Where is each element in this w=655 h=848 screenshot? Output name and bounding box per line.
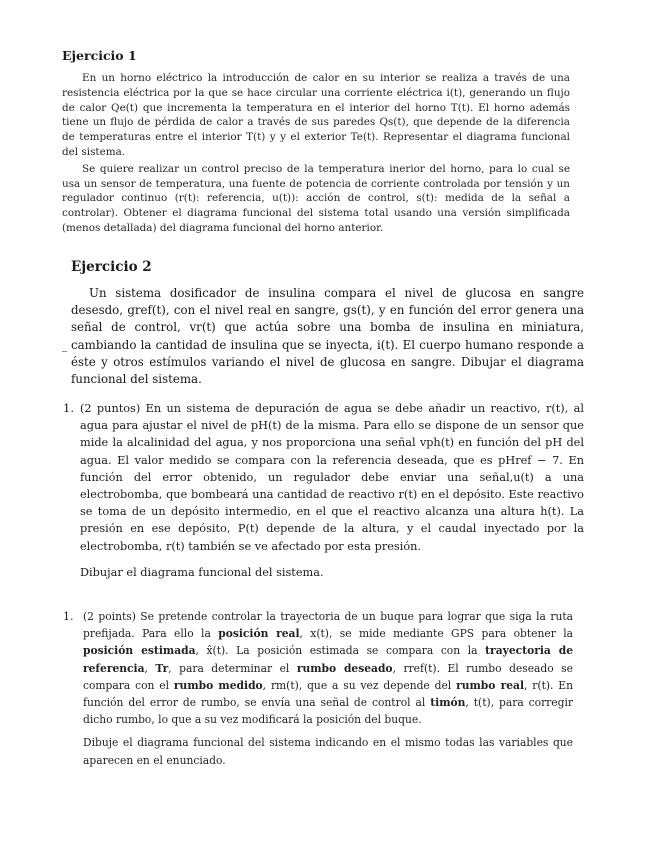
problema-buque (63, 608, 573, 769)
term-rumbo-medido: rumbo medido (173, 678, 263, 692)
term-timon: timón (430, 696, 466, 710)
ejercicio-1-section (62, 48, 570, 236)
term-rumbo-real: rumbo real (456, 678, 525, 692)
problem-number: 1. (63, 401, 74, 415)
term-posicion-real: posición real (218, 627, 300, 641)
problema-buque-paragraph-2: Dibuje el diagrama funcional del sistema indicando en el mismo todas las variables que aparecen en el enunciado. (83, 736, 573, 767)
ejercicio-1-title: Ejercicio 1 (62, 48, 137, 63)
problema-agua-paragraph-1: (2 puntos) En un sistema de depuración de agua se debe añadir un reactivo, r(t), al agua para ajustar el nivel de pH(t) de la misma. Para ello se dispone de un sensor que mide la alcalinidad del agua, y nos proporciona una señal vph(t) en función del pH del agua. El valor medido se compara con la referencia deseada, que es pHref − 7. En función del error obtenido, un regulador debe enviar una señal,u(t) a una electrobomba, que bombeará una cantidad de reactivo r(t) en el depósito. Este reactivo se toma de un depósito intermedio, en el que el reactivo alcanza una altura h(t). La presión en ese depósito, P(t) depende de la altura, y el caudal inyectado por la electrobomba, r(t) también se ve afectado por esta presión. (80, 402, 584, 553)
text-run: , r(t). En función del error de rumbo, se envía una señal de control al (83, 678, 573, 710)
ejercicio-1-paragraph-2: Se quiere realizar un control preciso de la temperatura inerior del horno, para lo cual se usa un sensor de temperatura, una fuente de potencia de corriente controlada por tensión y un regulador continuo (r(t): referencia, u(t)): acción de control, s(t): medida de la señal a controlar). Obtener el diagrama funcional del sistema total usando una versión simplificada (menos detallada) del diagrama funcional del horno anterior. (62, 162, 570, 234)
ejercicio-2-section (71, 259, 584, 388)
text-run: , rref(t). El rumbo deseado se compara con el (83, 661, 573, 692)
ejercicio-1-paragraph-1: En un horno eléctrico la introducción de calor en su interior se realiza a través de una resistencia eléctrica por la que se hace circular una corriente eléctrica i(t), generando un flujo de calor Qe(t) que incrementa la temperatura en el interior del horno T(t). El horno además tiene un flujo de pérdida de calor a través de sus paredes Qs(t), que depende de la diferencia de temperaturas entre el interior T(t) y y el exterior Te(t). Representar el diagrama funcional del sistema. (62, 72, 570, 158)
text-run: (2 points) Se pretende controlar la trayectoria de un buque para lograr que siga la ruta prefijada. Para ello la (83, 610, 573, 641)
term-rumbo-deseado: rumbo deseado (296, 661, 393, 675)
ejercicio-2-paragraph: Un sistema dosificador de insulina compara el nivel de glucosa en sangre desesdo, gref(t), con el nivel real en sangre, gs(t), y en función del error genera una señal de control, vr(t) que actúa sobre una bomba de insulina en miniatura, cambiando la cantidad de insulina que se inyecta, i(t). El cuerpo humano responde a éste y otros estímulos variando el nivel de glucosa en sangre. Dibujar el diagrama funcional del sistema. (71, 286, 584, 387)
margin-mark (62, 351, 67, 352)
text-run: , (144, 661, 156, 675)
ejercicio-2-title: Ejercicio 2 (71, 259, 152, 275)
term-trayectoria-referencia: trayectoria de referencia (83, 644, 574, 675)
problema-buque-paragraph-1 (83, 608, 573, 728)
text-run: , x(t), se mide mediante GPS para obtener la (299, 627, 573, 641)
text-run: , t(t), para corregir dicho rumbo, lo que a su vez modificará la posición del buque. (83, 696, 573, 727)
term-posicion-estimada: posición estimada (83, 644, 196, 658)
term-tr: Tr (155, 661, 169, 675)
problem-number: 1. (63, 610, 74, 623)
problema-agua-paragraph-2: Dibujar el diagrama funcional del sistema. (80, 565, 324, 579)
problema-depuracion-agua (63, 400, 584, 581)
text-run: , rm(t), que a su vez depende del (262, 678, 457, 692)
text-run: , para determinar el (168, 661, 297, 675)
text-run: , x̂(t). La posición estimada se compara con la (195, 644, 486, 658)
